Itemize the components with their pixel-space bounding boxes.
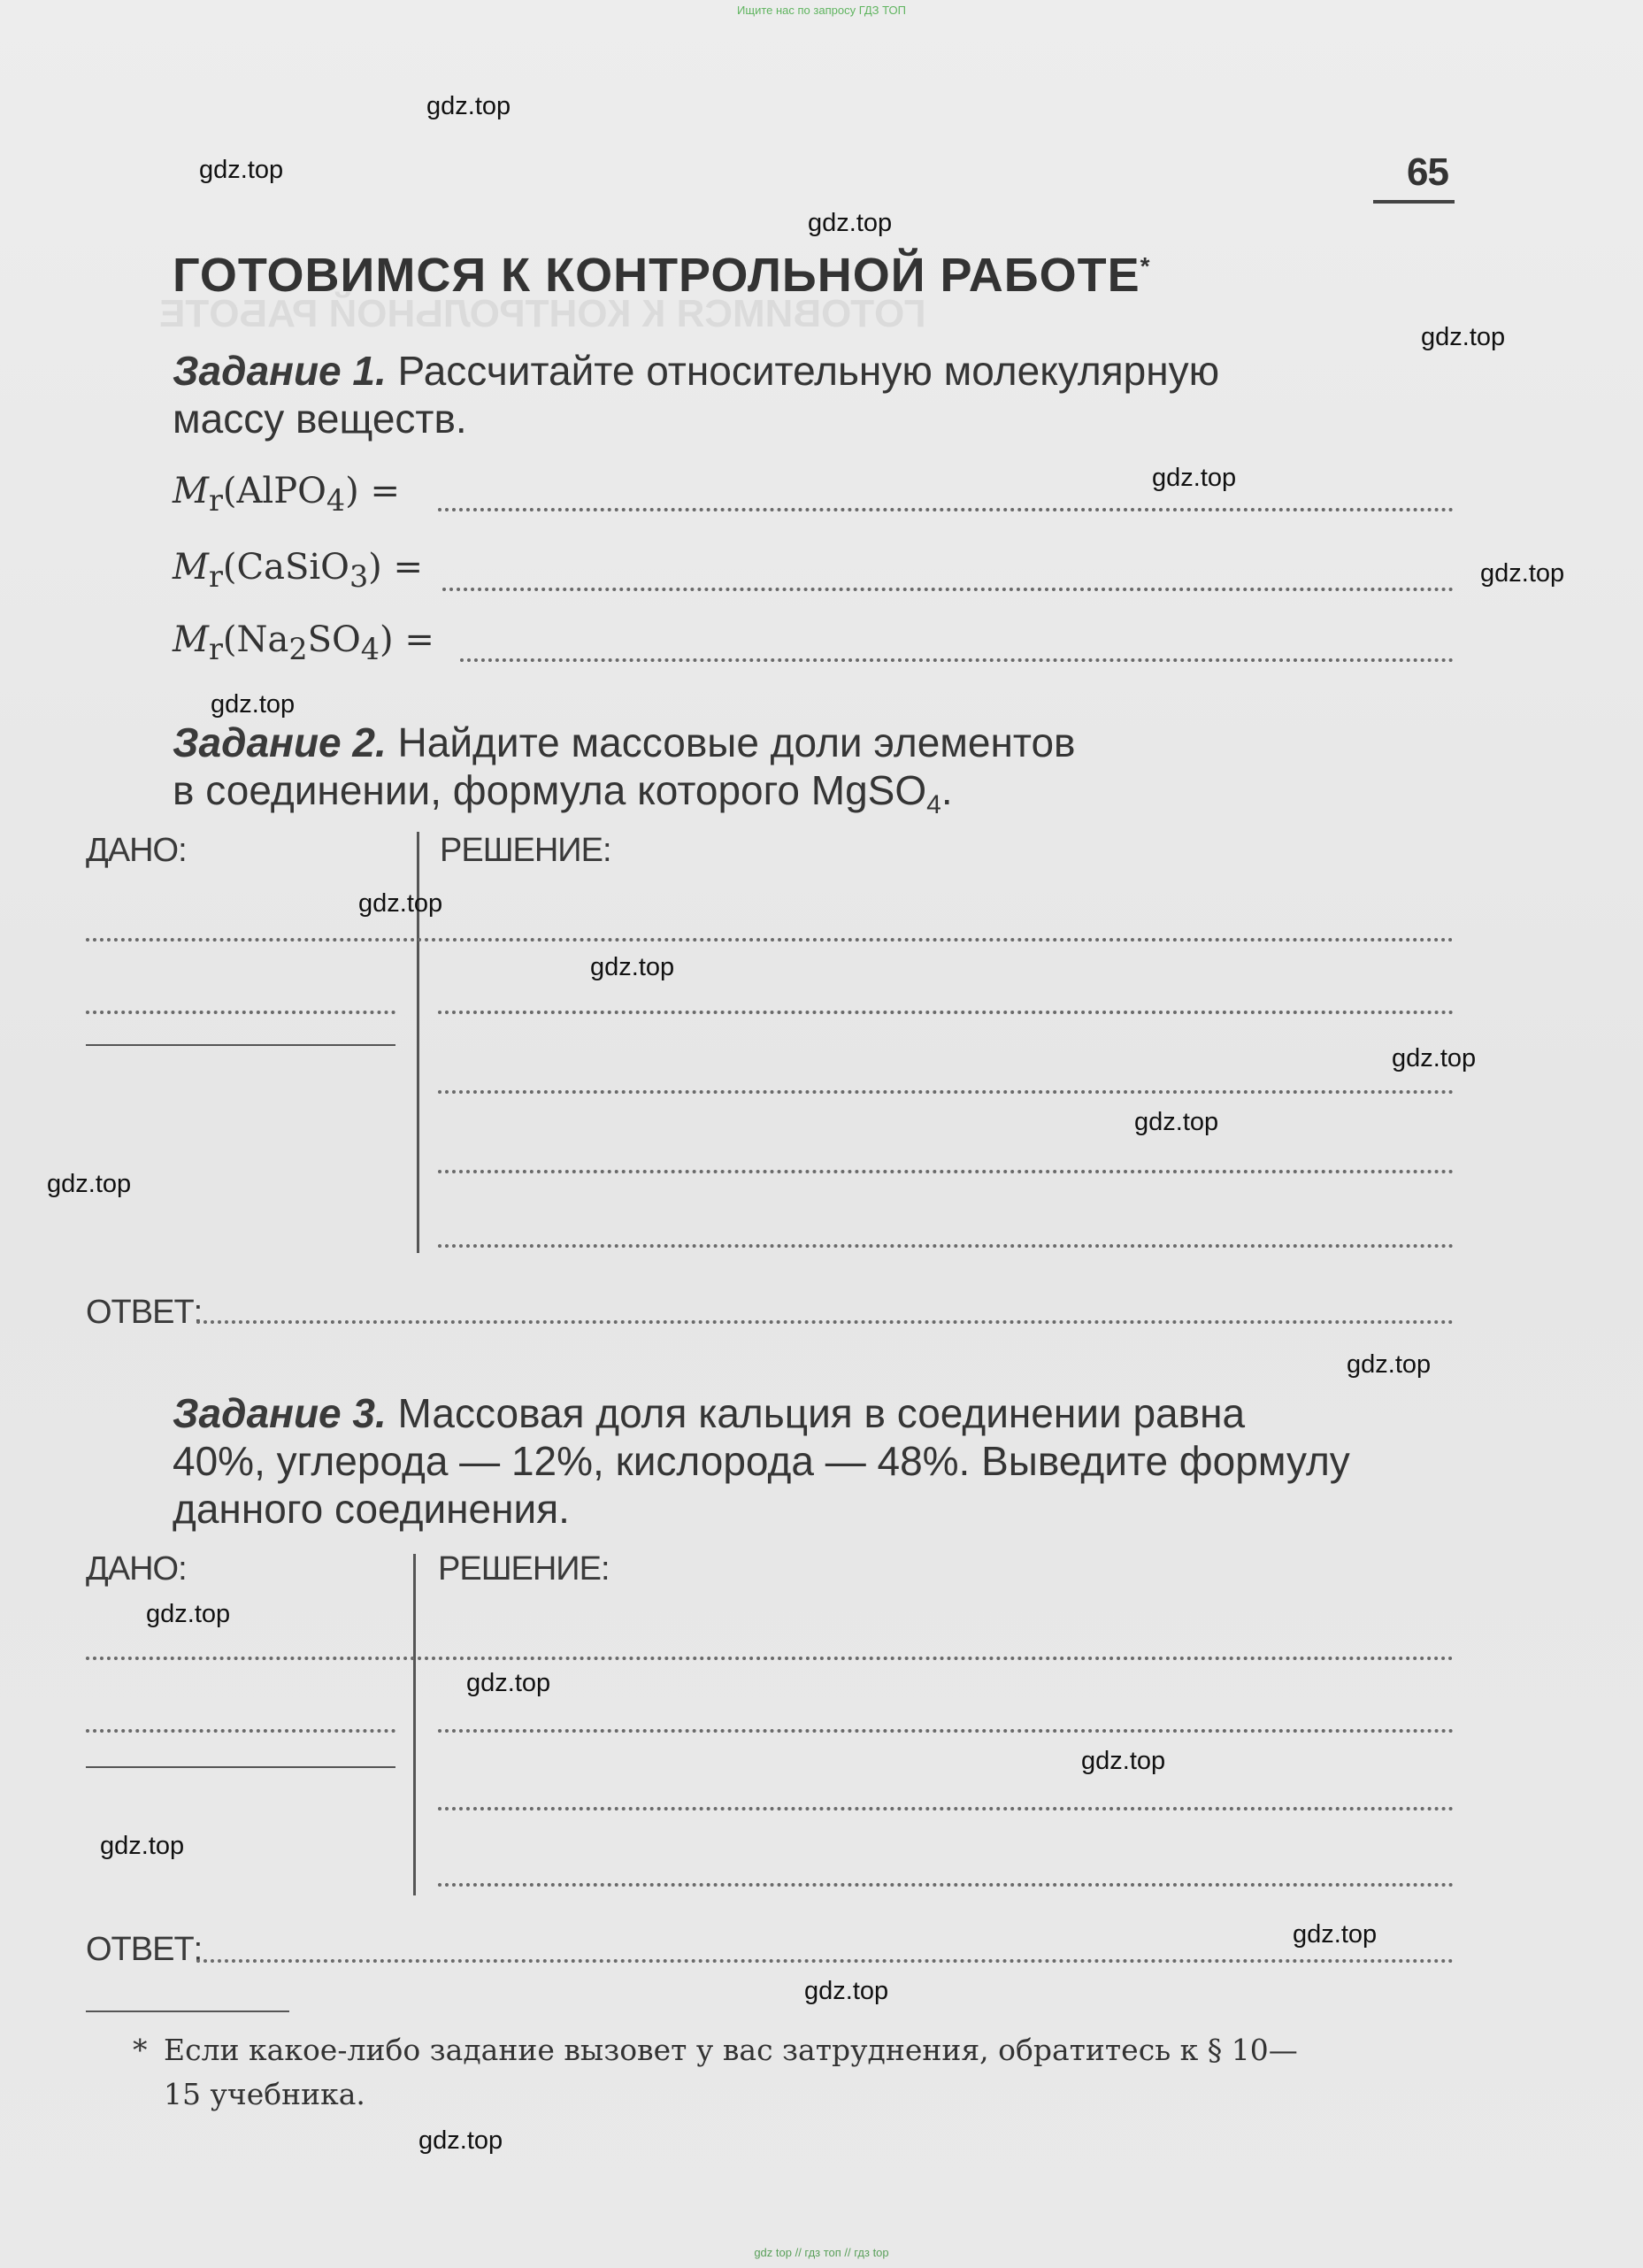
page-title: ГОТОВИМСЯ К КОНТРОЛЬНОЙ РАБОТЕ*: [173, 249, 1151, 302]
answer-line-na2so4[interactable]: [460, 658, 1454, 662]
top-banner: Ищите нас по запросу ГДЗ ТОП: [737, 4, 906, 17]
task3-given-line-2[interactable]: [86, 1729, 395, 1733]
task3-text-line1: Задание 3. Массовая доля кальция в соединении равна: [173, 1390, 1246, 1436]
watermark: gdz.top: [1347, 1350, 1432, 1379]
task1-text-line2: массу веществ.: [173, 396, 467, 442]
task2-solution-label: РЕШЕНИЕ:: [440, 832, 611, 869]
watermark: gdz.top: [100, 1832, 185, 1860]
task3-divider: [413, 1554, 416, 1895]
task3-answer-line[interactable]: [196, 1959, 1454, 1963]
watermark: gdz.top: [1293, 1920, 1378, 1949]
formula-na2so4: $M_r(Na_2SO_4)$ =: [173, 619, 434, 666]
watermark: gdz.top: [211, 690, 296, 719]
task2-solution-line-5[interactable]: [438, 1244, 1454, 1248]
watermark: gdz.top: [1392, 1044, 1477, 1072]
watermark: gdz.top: [1421, 323, 1506, 351]
task3-solution-line-2[interactable]: [438, 1729, 1454, 1733]
watermark: gdz.top: [1081, 1747, 1166, 1775]
watermark: gdz.top: [808, 209, 893, 237]
watermark: gdz.top: [1480, 559, 1565, 588]
formula-alpo4: $M_r(AlPO_4)$ =: [173, 471, 400, 518]
answer-line-casio3[interactable]: [442, 588, 1454, 591]
watermark: gdz.top: [1134, 1108, 1219, 1136]
watermark: gdz.top: [466, 1669, 551, 1697]
watermark: gdz.top: [146, 1600, 231, 1628]
task3-solution-label: РЕШЕНИЕ:: [438, 1550, 610, 1588]
bleed-through-text: ГОТОВИМСЯ К КОНТРОЛЬНОЙ РАБОТЕ: [159, 292, 926, 335]
task3-given-label: ДАНО:: [86, 1550, 187, 1588]
watermark: gdz.top: [426, 92, 511, 120]
task2-given-line-2[interactable]: [86, 1011, 395, 1014]
task3-text-line3: данного соединения.: [173, 1486, 570, 1532]
footnote-rule: [86, 2010, 289, 2012]
task3-answer-label: ОТВЕТ:: [86, 1931, 203, 1968]
task2-given-rule: [86, 1044, 395, 1046]
bottom-footer: gdz top // гдз топ // гдз top: [754, 2246, 889, 2259]
task3-solution-line-4[interactable]: [438, 1883, 1454, 1887]
watermark: gdz.top: [47, 1170, 132, 1198]
task2-solution-line-3[interactable]: [438, 1090, 1454, 1094]
page-number-rule: [1373, 200, 1455, 204]
task2-solution-line-2[interactable]: [438, 1011, 1454, 1014]
task2-solution-line-4[interactable]: [438, 1170, 1454, 1173]
watermark: gdz.top: [358, 889, 443, 918]
task2-given-label: ДАНО:: [86, 832, 187, 869]
task2-answer-line[interactable]: [196, 1320, 1454, 1324]
footnote-line2: 15 учебника.: [164, 2077, 365, 2111]
task3-label: Задание 3.: [173, 1390, 387, 1436]
footnote-mark: *: [133, 2033, 148, 2067]
task1-label: Задание 1.: [173, 348, 387, 394]
watermark: gdz.top: [199, 156, 284, 184]
footnote-line1: Если какое-либо задание вызовет у вас затруднения, обратитесь к § 10—: [164, 2033, 1298, 2067]
task2-text-line2: в соединении, формула которого MgSO$_4$.: [173, 767, 953, 820]
task3-text-line2: 40%, углерода — 12%, кислорода — 48%. Выведите формулу: [173, 1438, 1350, 1484]
watermark: gdz.top: [804, 1977, 889, 2005]
task3-given-rule: [86, 1766, 395, 1768]
answer-line-alpo4[interactable]: [438, 508, 1454, 511]
watermark: gdz.top: [590, 953, 675, 981]
task1-text-line1: Задание 1. Рассчитайте относительную молекулярную: [173, 348, 1220, 394]
task2-label: Задание 2.: [173, 719, 387, 765]
task2-text-line1: Задание 2. Найдите массовые доли элементов: [173, 719, 1076, 765]
watermark: gdz.top: [418, 2126, 503, 2155]
task3-solution-line-3[interactable]: [438, 1807, 1454, 1811]
task3-line-1[interactable]: [86, 1657, 1454, 1660]
task2-line-1[interactable]: [86, 938, 1454, 942]
formula-casio3: $M_r(CaSiO_3)$ =: [173, 547, 424, 594]
watermark: gdz.top: [1152, 464, 1237, 492]
page-number: 65: [1407, 150, 1448, 194]
task2-answer-label: ОТВЕТ:: [86, 1294, 203, 1331]
